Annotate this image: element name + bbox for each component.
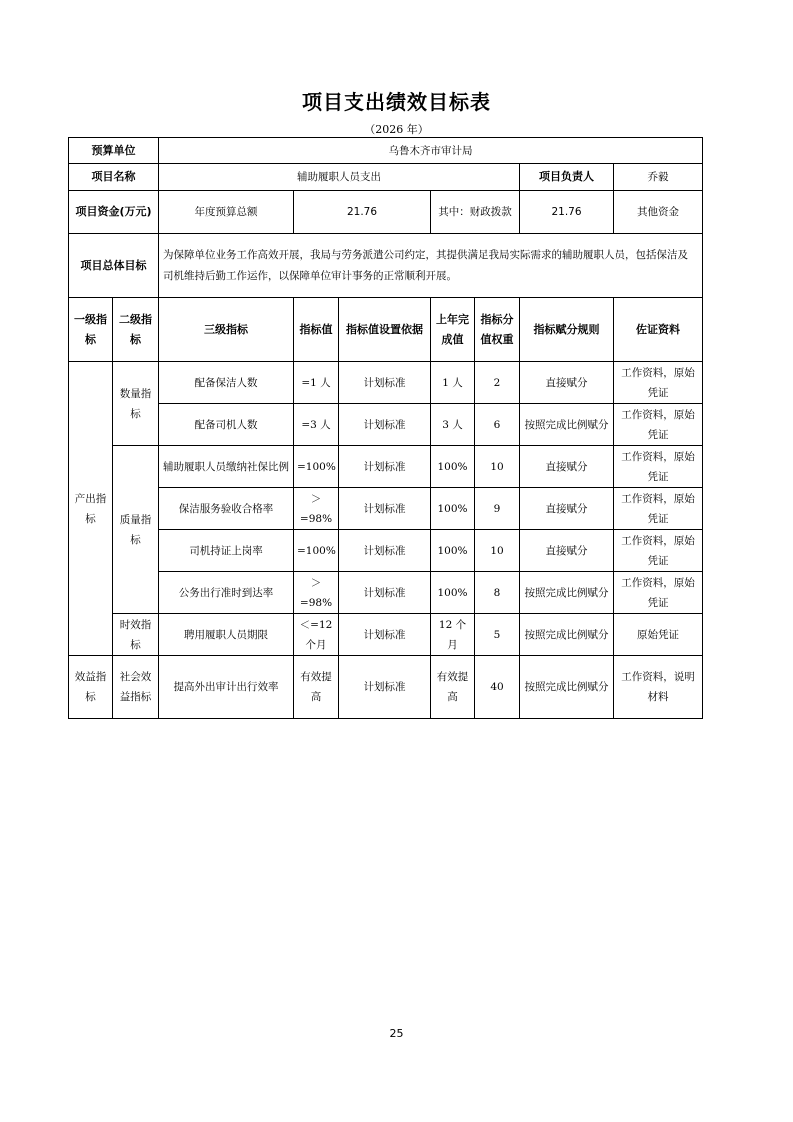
annual-budget-label: 年度预算总额 bbox=[159, 191, 294, 234]
col-header-level2: 二级指标 bbox=[113, 298, 159, 362]
indicator-evidence: 工作资料，原始凭证 bbox=[614, 404, 703, 446]
col-header-level3: 三级指标 bbox=[159, 298, 294, 362]
project-funds-row bbox=[69, 191, 703, 234]
indicator-name: 公务出行准时到达率 bbox=[159, 572, 294, 614]
indicator-last-year: 100% bbox=[431, 572, 475, 614]
indicator-value: ＞=98% bbox=[294, 572, 339, 614]
indicator-rule: 直接赋分 bbox=[520, 446, 614, 488]
indicator-last-year: 1 人 bbox=[431, 362, 475, 404]
other-funds-label: 其他资金 bbox=[614, 191, 703, 234]
indicator-weight: 40 bbox=[475, 656, 520, 719]
fiscal-allocation-label: 其中：财政拨款 bbox=[431, 191, 520, 234]
table-row bbox=[69, 656, 703, 719]
indicator-last-year: 有效提高 bbox=[431, 656, 475, 719]
indicator-weight: 5 bbox=[475, 614, 520, 656]
project-name-row bbox=[69, 164, 703, 191]
indicator-basis: 计划标准 bbox=[339, 656, 431, 719]
indicator-basis: 计划标准 bbox=[339, 614, 431, 656]
indicator-name: 配备保洁人数 bbox=[159, 362, 294, 404]
table-row bbox=[69, 404, 703, 446]
table-row bbox=[69, 572, 703, 614]
performance-target-table bbox=[68, 137, 703, 719]
indicator-basis: 计划标准 bbox=[339, 488, 431, 530]
indicator-value: =100% bbox=[294, 530, 339, 572]
indicator-name: 辅助履职人员缴纳社保比例 bbox=[159, 446, 294, 488]
project-name-value: 辅助履职人员支出 bbox=[159, 164, 520, 191]
budget-unit-value: 乌鲁木齐市审计局 bbox=[159, 138, 703, 164]
indicator-value: ＜=12 个月 bbox=[294, 614, 339, 656]
col-header-scoring-rule: 指标赋分规则 bbox=[520, 298, 614, 362]
indicator-basis: 计划标准 bbox=[339, 572, 431, 614]
page-number: 25 bbox=[389, 1027, 404, 1040]
annual-budget-value: 21.76 bbox=[294, 191, 431, 234]
year-label: （2026 年） bbox=[364, 123, 429, 136]
indicator-basis: 计划标准 bbox=[339, 362, 431, 404]
col-header-last-year: 上年完成值 bbox=[431, 298, 475, 362]
project-owner-label: 项目负责人 bbox=[520, 164, 614, 191]
output-indicator-group: 产出指标 bbox=[69, 362, 113, 656]
quality-indicator-group: 质量指标 bbox=[113, 446, 159, 614]
project-owner-value: 乔毅 bbox=[614, 164, 703, 191]
indicator-value: 有效提高 bbox=[294, 656, 339, 719]
indicator-basis: 计划标准 bbox=[339, 446, 431, 488]
timeliness-indicator-group: 时效指标 bbox=[113, 614, 159, 656]
benefit-indicator-group: 效益指标 bbox=[69, 656, 113, 719]
indicator-name: 配备司机人数 bbox=[159, 404, 294, 446]
indicator-evidence: 工作资料，说明材料 bbox=[614, 656, 703, 719]
table-row bbox=[69, 530, 703, 572]
social-benefit-indicator-group: 社会效益指标 bbox=[113, 656, 159, 719]
quantity-indicator-group: 数量指标 bbox=[113, 362, 159, 446]
overall-goal-text: 为保障单位业务工作高效开展，我局与劳务派遣公司约定，其提供满足我局实际需求的辅助履职人员，包括保洁及司机维持后勤工作运作，以保障单位审计事务的正常顺利开展。 bbox=[159, 234, 703, 298]
indicator-evidence: 工作资料，原始凭证 bbox=[614, 446, 703, 488]
indicator-last-year: 100% bbox=[431, 530, 475, 572]
indicator-last-year: 3 人 bbox=[431, 404, 475, 446]
indicator-basis: 计划标准 bbox=[339, 404, 431, 446]
indicator-rule: 按照完成比例赋分 bbox=[520, 404, 614, 446]
indicator-weight: 8 bbox=[475, 572, 520, 614]
indicator-name: 聘用履职人员期限 bbox=[159, 614, 294, 656]
indicator-weight: 2 bbox=[475, 362, 520, 404]
overall-goal-row bbox=[69, 234, 703, 298]
column-header-row bbox=[69, 298, 703, 362]
indicator-evidence: 工作资料，原始凭证 bbox=[614, 530, 703, 572]
indicator-evidence: 工作资料，原始凭证 bbox=[614, 488, 703, 530]
indicator-last-year: 100% bbox=[431, 446, 475, 488]
project-funds-label: 项目资金(万元) bbox=[69, 191, 159, 234]
indicator-weight: 6 bbox=[475, 404, 520, 446]
indicator-value: =1 人 bbox=[294, 362, 339, 404]
budget-unit-label: 预算单位 bbox=[69, 138, 159, 164]
indicator-evidence: 工作资料，原始凭证 bbox=[614, 362, 703, 404]
table-row bbox=[69, 614, 703, 656]
col-header-level1: 一级指标 bbox=[69, 298, 113, 362]
indicator-rule: 直接赋分 bbox=[520, 530, 614, 572]
indicator-last-year: 100% bbox=[431, 488, 475, 530]
col-header-basis: 指标值设置依据 bbox=[339, 298, 431, 362]
indicator-evidence: 原始凭证 bbox=[614, 614, 703, 656]
col-header-weight: 指标分值权重 bbox=[475, 298, 520, 362]
indicator-value: ＞=98% bbox=[294, 488, 339, 530]
indicator-rule: 按照完成比例赋分 bbox=[520, 572, 614, 614]
indicator-name: 司机持证上岗率 bbox=[159, 530, 294, 572]
overall-goal-label: 项目总体目标 bbox=[69, 234, 159, 298]
indicator-name: 保洁服务验收合格率 bbox=[159, 488, 294, 530]
table-row bbox=[69, 488, 703, 530]
indicator-last-year: 12 个月 bbox=[431, 614, 475, 656]
col-header-evidence: 佐证资料 bbox=[614, 298, 703, 362]
indicator-rule: 直接赋分 bbox=[520, 488, 614, 530]
indicator-value: =3 人 bbox=[294, 404, 339, 446]
indicator-name: 提高外出审计出行效率 bbox=[159, 656, 294, 719]
indicator-weight: 10 bbox=[475, 530, 520, 572]
page-title: 项目支出绩效目标表 bbox=[302, 90, 491, 114]
indicator-weight: 10 bbox=[475, 446, 520, 488]
indicator-basis: 计划标准 bbox=[339, 530, 431, 572]
budget-unit-row bbox=[69, 138, 703, 164]
indicator-rule: 按照完成比例赋分 bbox=[520, 614, 614, 656]
indicator-evidence: 工作资料，原始凭证 bbox=[614, 572, 703, 614]
table-row bbox=[69, 362, 703, 404]
indicator-value: =100% bbox=[294, 446, 339, 488]
project-name-label: 项目名称 bbox=[69, 164, 159, 191]
col-header-target-value: 指标值 bbox=[294, 298, 339, 362]
indicator-rule: 按照完成比例赋分 bbox=[520, 656, 614, 719]
indicator-rule: 直接赋分 bbox=[520, 362, 614, 404]
fiscal-allocation-value: 21.76 bbox=[520, 191, 614, 234]
indicator-weight: 9 bbox=[475, 488, 520, 530]
table-row bbox=[69, 446, 703, 488]
